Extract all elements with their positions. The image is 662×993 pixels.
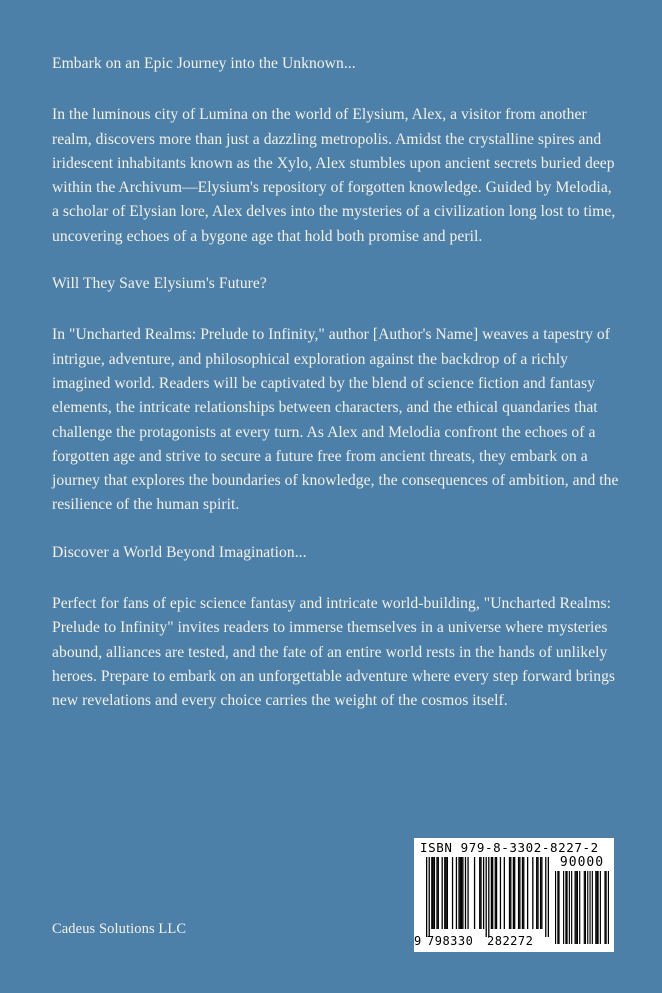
barcode-bar [438, 857, 439, 929]
blurb-heading-discover: Discover a World Beyond Imagination... [52, 543, 307, 561]
addon-barcode-bar [571, 871, 572, 944]
addon-barcode-bar [587, 871, 588, 944]
barcode-bar [548, 857, 549, 937]
isbn-barcode [414, 838, 614, 952]
barcode-bar [509, 857, 510, 929]
barcode-bar [486, 857, 487, 937]
barcode-bar [432, 857, 433, 929]
addon-barcode-bar [598, 871, 599, 944]
barcode-bar [500, 857, 501, 929]
barcode-bar [429, 857, 430, 937]
barcode-bar [532, 857, 533, 929]
addon-barcode-bar [579, 871, 580, 944]
addon-barcode-bar [569, 871, 570, 944]
addon-barcode-bar [576, 871, 577, 944]
addon-barcode-bar [575, 871, 576, 944]
barcode-bar [465, 857, 466, 929]
addon-barcode-bar [600, 871, 601, 944]
barcode-bar [496, 857, 497, 929]
addon-barcode-bar [585, 871, 586, 944]
addon-barcode-bar [558, 871, 559, 944]
barcode-bar [474, 857, 475, 929]
barcode-bar [431, 857, 432, 929]
barcode-bar [442, 857, 443, 929]
barcode-bar [483, 857, 484, 929]
barcode-bar [436, 857, 437, 929]
addon-barcode-bar [555, 871, 556, 944]
ean-left-digits: 798330 [427, 934, 474, 948]
barcode-bar [452, 857, 453, 929]
barcode-bar [513, 857, 514, 929]
barcode-bar [467, 857, 468, 929]
addon-barcode-bar [595, 871, 596, 944]
barcode-bar [545, 857, 546, 937]
barcode-bar [460, 857, 461, 929]
addon-barcode-bar [557, 871, 558, 944]
barcode-bar [456, 857, 457, 929]
addon-barcode-bar [596, 871, 597, 944]
addon-barcode-bar [563, 871, 564, 944]
barcode-bar [540, 857, 541, 929]
blurb-heading-journey: Embark on an Epic Journey into the Unknown... [52, 55, 356, 72]
isbn-label: ISBN 979-8-3302-8227-2 [420, 840, 599, 855]
ean-right-digits: 282272 [487, 934, 534, 948]
barcode-bar [518, 857, 519, 929]
addon-barcode-bars [555, 871, 609, 944]
barcode-bar [445, 857, 446, 929]
barcode-bar [514, 857, 515, 929]
barcode-bar [479, 857, 480, 929]
addon-barcode-bar [565, 871, 566, 944]
addon-barcode-bar [566, 871, 567, 944]
barcode-bar [522, 857, 523, 929]
barcode-bar [444, 857, 445, 929]
barcode-bar [510, 857, 511, 929]
barcode-bar [434, 857, 435, 929]
ean-first-digit: 9 [414, 934, 422, 948]
barcode-bar [504, 857, 505, 929]
barcode-bar [495, 857, 496, 929]
blurb-paragraph-intro: In the luminous city of Lumina on the world of Elysium, Alex, a visitor from another realm, discovers more than just a dazzling metropolis. Amidst the crystalline spires and iridescent inhabitants known as the Xylo, Alex stumbles upon ancient secrets buried deep within the Archivum—Elysium's repository of forgotten knowledge. Guided by Melodia, a scholar of Elysian lore, Alex delves into the mysteries of a civilization long lost to time, uncovering echoes of a bygone age that hold both promise and peril. [52, 106, 616, 245]
ean13-barcode-bars [418, 857, 549, 937]
barcode-bar [461, 857, 462, 929]
barcode-bar [536, 857, 537, 929]
barcode-bar [491, 857, 492, 929]
addon-price-code: 90000 [559, 855, 605, 870]
blurb-text [52, 52, 620, 737]
blurb-paragraph-fans: Perfect for fans of epic science fantasy and intricate world-building, "Uncharted Realms: Prelude to Infinity" invites readers to immerse themselves in a universe where mysteries abound, alliances are tested, and the fate of an entire world rests in the hands of unlikely heroes. Prepare to embark on an unforgettable adventure where every step forward brings new revelations and every choice carries the weight of the cosmos itself. [52, 595, 616, 710]
barcode-bar [541, 857, 542, 929]
addon-barcode-bar [589, 871, 590, 944]
addon-barcode-bar [604, 871, 605, 944]
barcode-bar [519, 857, 520, 929]
blurb-paragraph-author: In "Uncharted Realms: Prelude to Infinity," author [Author's Name] weaves a tapestry of intrigue, adventure, and philosophical exploration against the backdrop of a richly imagined world. Readers will be captivated by the blend of science fiction and fantasy elements, the intricate relationships between characters, and the ethical quandaries that challenge the protagonists at every turn. As Alex and Melodia confront the echoes of a forgotten age and strive to secure a future free from ancient threats, they embark on a journey that explores the boundaries of knowledge, the consequences of ambition, and the resilience of the human spirit. [52, 326, 619, 514]
barcode-bar [537, 857, 538, 929]
barcode-bar [492, 857, 493, 929]
addon-barcode-bar [577, 871, 578, 944]
addon-barcode-bar [606, 871, 607, 944]
barcode-bar [480, 857, 481, 929]
barcode-bar [458, 857, 459, 929]
barcode-bar [527, 857, 528, 929]
blurb-heading-future: Will They Save Elysium's Future? [52, 275, 267, 293]
addon-barcode-bar [608, 871, 609, 944]
publisher-name: Cadeus Solutions LLC [52, 921, 187, 937]
barcode-bar [426, 857, 427, 937]
barcode-bar [488, 857, 489, 937]
addon-barcode-bar [592, 871, 593, 944]
barcode-bar [462, 857, 463, 929]
barcode-bar [447, 857, 448, 929]
addon-barcode-bar [584, 871, 585, 944]
barcode-bar [523, 857, 524, 929]
